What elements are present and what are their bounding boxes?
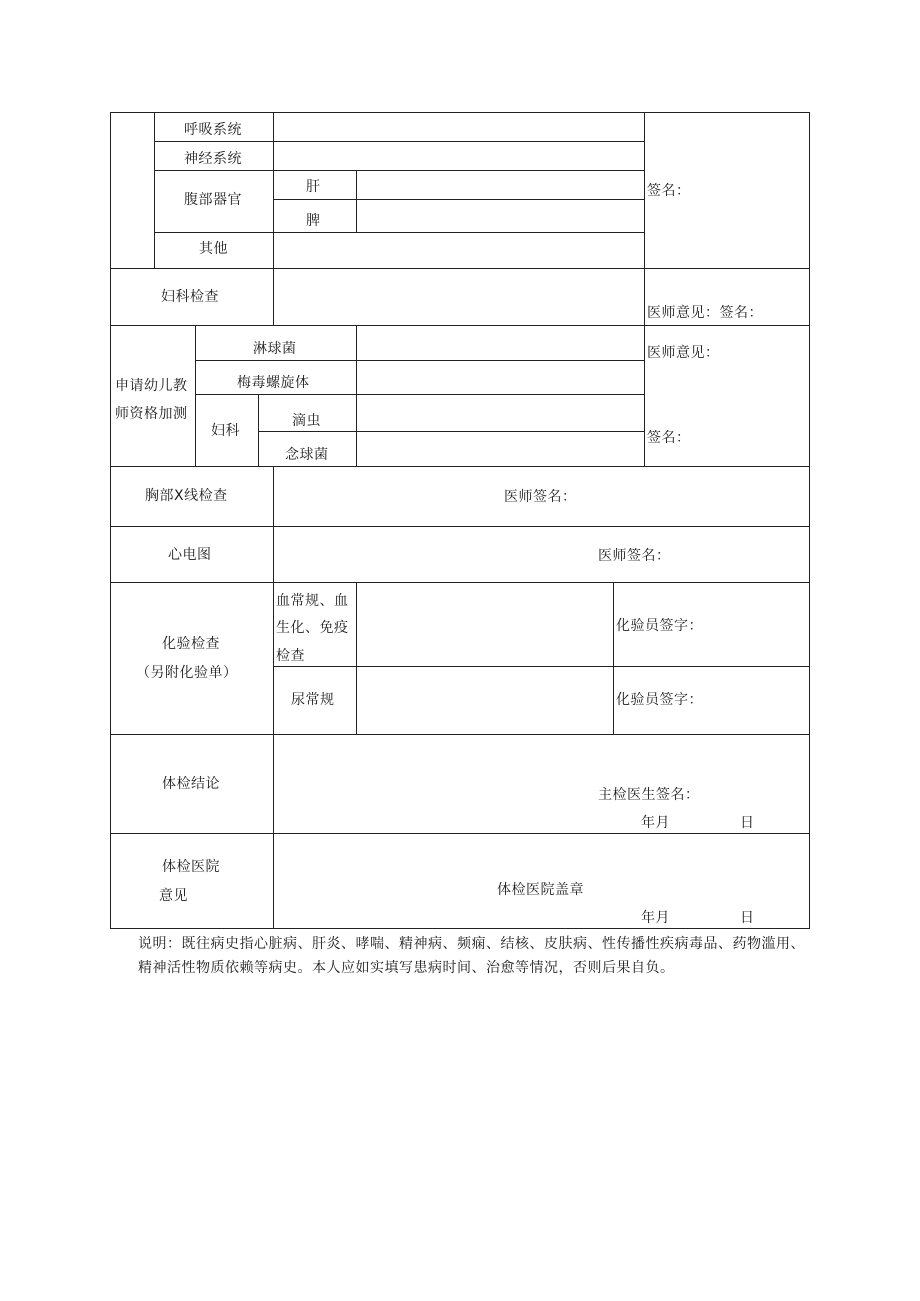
conclusion-year-month: 年月 — [641, 815, 670, 831]
extra-tests-signature: 签名： — [647, 430, 691, 446]
extra-tests-label-1: 申请幼儿教 — [115, 378, 188, 394]
col-divider — [258, 394, 259, 466]
body-exam-signature: 签名： — [647, 183, 691, 199]
row-divider — [273, 666, 810, 667]
table-border-top — [110, 112, 810, 113]
table-border-bottom — [110, 928, 810, 929]
chest-xray-signature: 医师签名： — [504, 489, 577, 505]
abdominal-label: 腹部器官 — [184, 192, 242, 208]
col-divider — [613, 582, 614, 734]
respiratory-label: 呼吸系统 — [184, 122, 242, 138]
blood-test-signature: 化验员签字： — [616, 618, 703, 634]
ecg-signature: 医师签名： — [598, 548, 671, 564]
syphilis-label: 梅毒螺旋体 — [237, 375, 310, 391]
candida-label: 念球菌 — [285, 447, 329, 463]
gonococcus-label: 淋球菌 — [253, 341, 297, 357]
extra-tests-opinion: 医师意见： — [647, 345, 720, 361]
hospital-year-month: 年月 — [641, 910, 670, 926]
col-divider — [195, 325, 196, 466]
lab-label: 化验检查 — [162, 636, 220, 652]
row-divider — [195, 394, 644, 395]
urine-test-signature: 化验员签字： — [616, 692, 703, 708]
row-divider — [110, 325, 810, 326]
urine-test-label: 尿常规 — [291, 692, 335, 708]
col-divider — [356, 325, 357, 466]
blood-test-label-3: 检查 — [276, 648, 305, 664]
col-divider — [356, 582, 357, 734]
gyn-sub-label: 妇科 — [211, 423, 240, 439]
col-divider — [273, 466, 274, 928]
blood-test-label-2: 生化、免疫 — [276, 620, 349, 636]
hospital-seal-label: 体检医院盖章 — [497, 882, 584, 898]
row-divider — [110, 526, 810, 527]
lab-sublabel: （另附化验单） — [136, 665, 238, 681]
conclusion-label: 体检结论 — [162, 776, 220, 792]
row-divider — [258, 431, 644, 432]
col-divider — [356, 170, 357, 232]
chest-xray-label: 胸部X线检查 — [145, 488, 228, 504]
col-divider — [154, 112, 155, 268]
spleen-label: 脾 — [306, 213, 321, 229]
row-divider — [154, 170, 644, 171]
nervous-label: 神经系统 — [184, 151, 242, 167]
row-divider — [154, 232, 644, 233]
table-border-left — [110, 112, 111, 928]
row-divider — [110, 734, 810, 735]
ecg-label: 心电图 — [168, 547, 212, 563]
hospital-label-1: 体检医院 — [162, 859, 220, 875]
row-divider — [195, 360, 644, 361]
table-border-right — [809, 112, 810, 928]
conclusion-signature: 主检医生签名： — [598, 787, 700, 803]
other-label: 其他 — [199, 241, 228, 257]
conclusion-day: 日 — [740, 815, 755, 831]
form-note: 说明：既往病史指心脏病、肝炎、哮喘、精神病、频痫、结核、皮肤病、性传播性疾病毒品、药物滥用、精神活性物质依赖等病史。本人应如实填写患病时间、治愈等情况，否则后果自负。 — [138, 936, 805, 976]
trichomonas-label: 滴虫 — [292, 413, 321, 429]
row-divider — [154, 141, 644, 142]
row-divider — [110, 268, 810, 269]
row-divider — [273, 199, 644, 200]
col-divider — [273, 268, 274, 325]
liver-label: 肝 — [306, 179, 321, 195]
row-divider — [110, 466, 810, 467]
row-divider — [110, 582, 810, 583]
gynecology-label: 妇科检查 — [161, 289, 219, 305]
col-divider — [273, 112, 274, 268]
col-divider — [644, 325, 645, 466]
row-divider — [110, 833, 810, 834]
gynecology-opinion: 医师意见：签名： — [647, 305, 763, 321]
col-divider — [644, 112, 645, 325]
hospital-label-2: 意见 — [159, 888, 188, 904]
extra-tests-label-2: 师资格加测 — [115, 406, 188, 422]
hospital-day: 日 — [740, 910, 755, 926]
blood-test-label-1: 血常规、血 — [276, 593, 349, 609]
